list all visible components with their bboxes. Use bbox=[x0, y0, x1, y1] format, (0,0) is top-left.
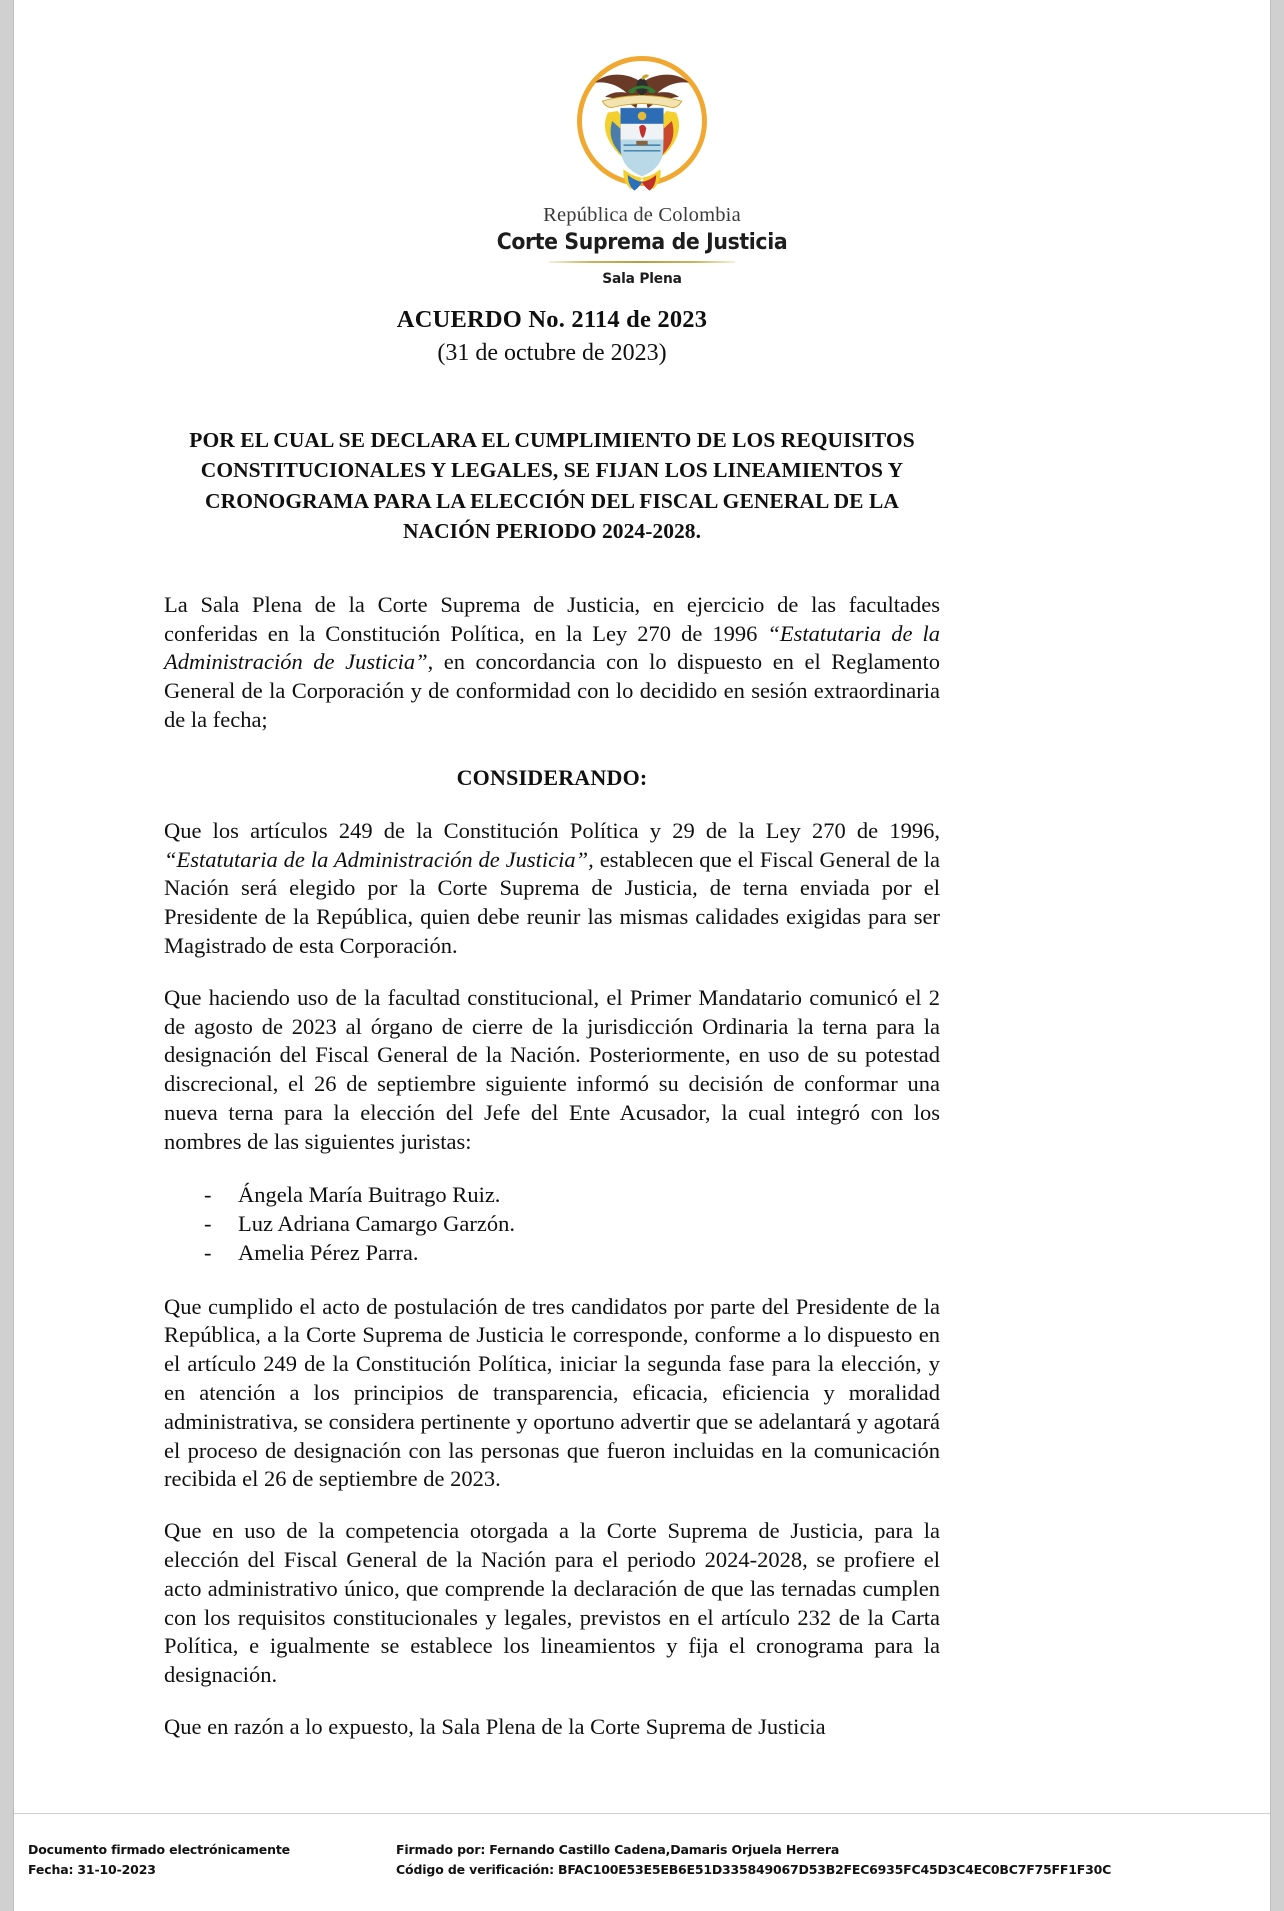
footer-signer-label: Firmado por: bbox=[396, 1842, 486, 1857]
considering-heading: CONSIDERANDO: bbox=[456, 764, 648, 790]
footer-signer-value: Fernando Castillo Cadena,Damaris Orjuela Herrera bbox=[489, 1842, 840, 1857]
document-title: POR EL CUAL SE DECLARA EL CUMPLIMIENTO DE LOS REQUISITOS CONSTITUCIONALES Y LEGALES, SE FIJAN LOS LINEAMIENTOS Y CRONOGRAMA PARA LA ELECCIÓN DEL FISCAL GENERAL DE LA NACIÓN PERIODO 2024-2028. bbox=[189, 427, 915, 544]
list-item bbox=[204, 1238, 940, 1267]
list-item bbox=[204, 1209, 940, 1238]
document-header bbox=[14, 50, 1270, 287]
preamble-text-a: La Sala Plena de la Corte Suprema de Justicia, en ejercicio de las facultades conferidas en la Constitución Política, en la Ley 270 de 1996 bbox=[164, 591, 940, 646]
considering-paragraph-1 bbox=[164, 817, 940, 961]
list-bullet-dash: - bbox=[204, 1181, 212, 1207]
considering-paragraph-3: Que cumplido el acto de postulación de tres candidatos por parte del Presidente de la República, a la Corte Suprema de Justicia le corresponde, conforme a lo dispuesto en el artículo 249 de la Constitución Política, iniciar la segunda fase para la elección, y en atención a los principios de transparencia, eficacia, eficiencia y moralidad administrativa, se considera pertinente y oportuno advertir que se adelantará y agotará el proceso de designación con las personas que fueron incluidas en la comunicación recibida el 26 de septiembre de 2023. bbox=[164, 1293, 940, 1492]
agreement-number: ACUERDO No. 2114 de 2023 bbox=[396, 306, 708, 333]
footer-code-value: BFAC100E53E5EB6E51D335849067D53B2FEC6935FC45D3C4EC0BC7F75FF1F30C bbox=[558, 1862, 1112, 1878]
considering-1-text-b: establecen que el Fiscal General de la Nación será elegido por la Corte Suprema de Justicia, de terna enviada por el Presidente de la República, quien debe reunir las mismas calidades exigidas para ser Magistrado de esta Corporación. bbox=[164, 846, 940, 959]
considering-paragraph-4: Que en uso de la competencia otorgada a la Corte Suprema de Justicia, para la elección del Fiscal General de la Nación para el periodo 2024-2028, se profiere el acto administrativo único, que comprende la declaración de que las ternadas cumplen con los requisitos constitucionales y legales, previstos en el artículo 232 de la Carta Política, e igualmente se establece los lineamientos y fija el cronograma para la designación. bbox=[164, 1518, 940, 1688]
coat-of-arms-icon bbox=[571, 50, 713, 192]
republic-label: República de Colombia bbox=[543, 204, 741, 226]
footer-code-row bbox=[396, 1860, 1111, 1880]
considering-paragraph-2: Que haciendo uso de la facultad constitucional, el Primer Mandatario comunicó el 2 de agosto de 2023 al órgano de cierre de la jurisdicción Ordinaria la terna para la designación del Fiscal General de la Nación. Posteriormente, en uso de su potestad discrecional, el 26 de septiembre siguiente informó su decisión de conformar una nueva terna para la elección del Jefe del Ente Acusador, la cual integró con los nombres de las siguientes juristas: bbox=[164, 984, 940, 1154]
preamble-citation: “Estatutaria de la Administración de Justicia” bbox=[164, 620, 940, 675]
footer-divider bbox=[14, 1813, 1270, 1814]
considering-paragraph-5: Que en razón a lo expuesto, la Sala Plena de la Corte Suprema de Justicia bbox=[164, 1714, 826, 1740]
jurists-list bbox=[164, 1180, 940, 1267]
jurist-name: Ángela María Buitrago Ruiz. bbox=[238, 1181, 501, 1207]
page-gutter-right bbox=[1270, 0, 1284, 1911]
document-footer bbox=[0, 1840, 1284, 1900]
page-gutter-left bbox=[0, 0, 14, 1911]
preamble-text-b: , en concordancia con lo dispuesto en el Reglamento General de la Corporación y de conformidad con lo decidido en sesión extraordinaria de la fecha; bbox=[164, 649, 940, 733]
preamble-paragraph bbox=[164, 591, 940, 735]
considering-1-citation: “Estatutaria de la Administración de Justicia”, bbox=[164, 846, 594, 872]
footer-signature-block bbox=[28, 1840, 290, 1881]
footer-code-label: Código de verificación: bbox=[396, 1862, 555, 1878]
electronic-signature-label: Documento firmado electrónicamente bbox=[28, 1842, 290, 1857]
list-item bbox=[204, 1180, 940, 1209]
header-divider bbox=[549, 261, 735, 263]
chamber-label: Sala Plena bbox=[602, 270, 682, 287]
jurist-name: Luz Adriana Camargo Garzón. bbox=[238, 1210, 515, 1236]
jurist-name: Amelia Pérez Parra. bbox=[238, 1239, 419, 1265]
court-name-label: Corte Suprema de Justicia bbox=[496, 229, 788, 255]
document-page bbox=[14, 0, 1270, 1911]
footer-date-value: 31-10-2023 bbox=[77, 1862, 156, 1878]
considering-1-text-a: Que los artículos 249 de la Constitución Política y 29 de la Ley 270 de 1996, bbox=[164, 817, 940, 843]
footer-date-label: Fecha: bbox=[28, 1862, 74, 1878]
list-bullet-dash: - bbox=[204, 1239, 212, 1265]
footer-verification-block bbox=[396, 1840, 1111, 1881]
agreement-date: (31 de octubre de 2023) bbox=[437, 339, 667, 366]
footer-signer-row bbox=[396, 1840, 1111, 1860]
list-bullet-dash: - bbox=[204, 1210, 212, 1236]
footer-date-row bbox=[28, 1860, 290, 1880]
document-body bbox=[164, 305, 940, 1765]
